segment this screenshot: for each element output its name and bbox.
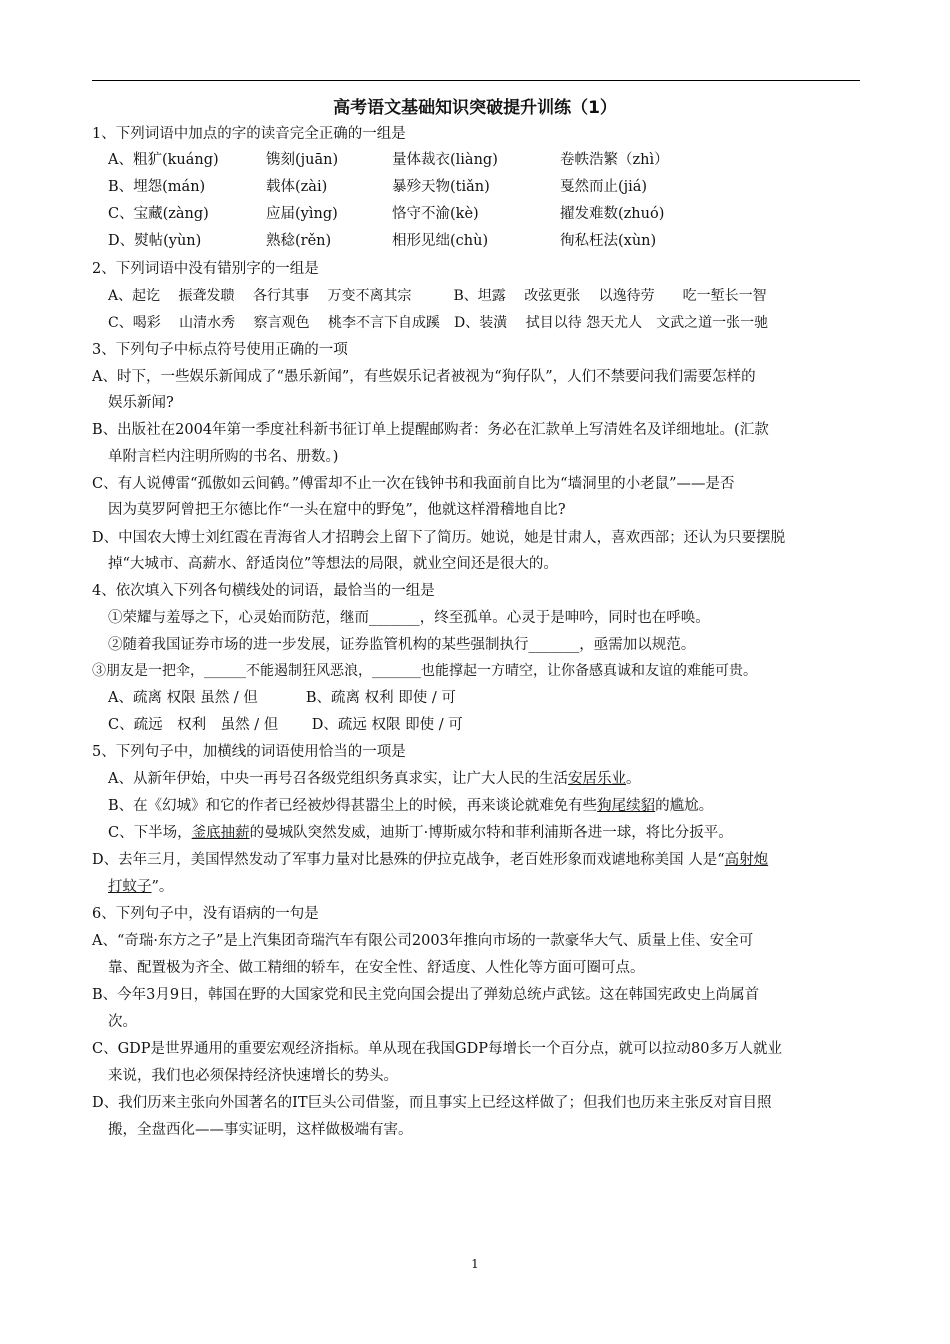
q1-b-3: 暴殄天物(tiǎn): [392, 179, 490, 195]
q3-c-line2: 因为莫罗阿曾把王尔德比作“一头在窟中的野兔”，他就这样滑稽地自比?: [108, 502, 566, 518]
q6-b-line2: 次。: [108, 1014, 137, 1030]
q1-d-2: 熟稔(rěn): [266, 233, 332, 249]
q6-a-line1: A、“奇瑞·东方之子”是上汽集团奇瑞汽车有限公司2003年推向市场的一款豪华大气、质量上佳、安全可: [92, 933, 754, 949]
q6-c-line1: C、GDP是世界通用的重要宏观经济指标。单从现在我国GDP每增长一个百分点，就可以拉动80多万人就业: [92, 1041, 782, 1057]
q1-d-1: D、熨帖(yùn): [108, 233, 202, 249]
q5-b-text: B、在《幻城》和它的作者已经被炒得甚嚣尘上的时候，再来谈论就难免有些: [108, 798, 598, 814]
q3-a-line1: A、时下，一些娱乐新闻成了“愚乐新闻”，有些娱乐记者被视为“狗仔队”，人们不禁要问我们需要怎样的: [92, 369, 756, 385]
q5-option-b: [108, 797, 713, 815]
q3-stem: 3、下列句子中标点符号使用正确的一项: [92, 342, 348, 358]
q5-c-text: C、下半场，: [108, 825, 192, 841]
q4-sentence-2: ②随着我国证券市场的进一步发展，证券监管机构的某些强制执行_______，亟需加以规范。: [108, 637, 696, 653]
page-number: 1: [471, 1257, 479, 1271]
q5-a-text: A、从新年伊始，中央一再号召各级党组织务真求实，让广大人民的生活: [108, 771, 568, 787]
q5-c-tail: 的曼城队突然发威，迪斯丁·博斯威尔特和菲利浦斯各进一球，将比分扳平。: [249, 825, 733, 841]
q1-d-4: 徇私枉法(xùn): [560, 233, 657, 249]
q5-option-a: [108, 770, 640, 788]
q4-sentence-3: ③朋友是一把伞，______不能遏制狂风恶浪，_______也能撑起一方晴空，让你备感真诚和友谊的难能可贵。: [92, 663, 757, 679]
q3-a-line2: 娱乐新闻?: [108, 395, 174, 411]
q5-b-underlined: 狗尾续貂: [597, 798, 656, 814]
q1-c-4: 擢发难数(zhuó): [560, 206, 665, 222]
q5-option-d-line1: [92, 851, 768, 869]
q3-d-line1: D、中国农大博士刘红霞在青海省人才招聘会上留下了简历。她说，她是甘肃人，喜欢西部；还认为只要摆脱: [92, 530, 786, 546]
q1-c-2: 应届(yìng): [266, 206, 338, 222]
q5-option-d-line2: [108, 878, 173, 896]
q4-options-cd: C、疏远 权利 虽然 / 但 D、疏远 权限 即使 / 可: [108, 717, 463, 733]
q2-options-ab: A、起讫 振聋发聩 各行其事 万变不离其宗 B、坦露 改弦更张 以逸待劳 吃一堑长一智: [108, 288, 767, 304]
q2-stem: 2、下列词语中没有错别字的一组是: [92, 261, 319, 277]
q1-b-1: B、埋怨(mán): [108, 179, 206, 195]
q5-d-underlined-2: 打蚊子: [108, 879, 152, 895]
q1-c-1: C、宝藏(zàng): [108, 206, 209, 222]
q5-d-tail: ”。: [151, 879, 174, 895]
q1-stem: 1、下列词语中加点的字的读音完全正确的一组是: [92, 126, 406, 142]
q6-d-line2: 搬，全盘西化——事实证明，这样做极端有害。: [108, 1122, 413, 1138]
q1-a-2: 镌刻(juān): [266, 152, 339, 168]
q6-stem: 6、下列句子中，没有语病的一句是: [92, 906, 319, 922]
q6-b-line1: B、今年3月9日，韩国在野的大国家党和民主党向国会提出了弹劾总统卢武铉。这在韩国宪政史上尚属首: [92, 987, 760, 1003]
q4-options-ab: A、疏离 权限 虽然 / 但 B、疏离 权利 即使 / 可: [108, 690, 456, 706]
q3-d-line2: 掉“大城市、高薪水、舒适岗位”等想法的局限，就业空间还是很大的。: [108, 556, 558, 572]
q5-d-underlined-1: 高射炮: [724, 852, 769, 868]
q6-d-line1: D、我们历来主张向外国著名的IT巨头公司借鉴，而且事实上已经这样做了；但我们也历来主张反对盲目照: [92, 1095, 772, 1111]
q1-b-2: 载体(zài): [266, 179, 328, 195]
q5-d-text: D、去年三月，美国悍然发动了军事力量对比悬殊的伊拉克战争，老百姓形象而戏谑地称美国 人是“: [92, 852, 725, 868]
q1-c-3: 恪守不渝(kè): [392, 206, 479, 222]
q2-options-cd: C、喝彩 山清水秀 察言观色 桃李不言下自成蹊 D、装潢 拭目以待 怨天尤人 文武之道一张一驰: [108, 315, 769, 331]
q5-a-tail: 。: [625, 771, 641, 787]
q5-option-c: [108, 824, 733, 842]
q5-a-underlined: 安居乐业: [567, 771, 626, 787]
q4-sentence-1: ①荣耀与羞辱之下，心灵始而防范，继而_______，终至孤单。心灵于是呻吟，同时也在呼唤。: [108, 610, 710, 626]
q6-a-line2: 靠、配置极为齐全、做工精细的轿车，在安全性、舒适度、人性化等方面可圈可点。: [108, 960, 645, 976]
q1-d-3: 相形见绌(chù): [392, 233, 489, 249]
q1-b-4: 戛然而止(jiá): [560, 179, 648, 195]
q5-b-tail: 的尴尬。: [655, 798, 714, 814]
q1-a-3: 量体裁衣(liàng): [392, 152, 498, 168]
header-rule: [92, 80, 860, 81]
q5-c-underlined: 釜底抽薪: [191, 825, 250, 841]
page-title: 高考语文基础知识突破提升训练（1）: [333, 98, 617, 118]
q1-a-4: 卷帙浩繁（zhì）: [560, 152, 669, 168]
q1-a-1: A、粗犷(kuáng): [108, 152, 219, 168]
q5-stem: 5、下列句子中，加横线的词语使用恰当的一项是: [92, 744, 406, 760]
q4-stem: 4、依次填入下列各句横线处的词语，最恰当的一组是: [92, 583, 435, 599]
q3-b-line2: 单附言栏内注明所购的书名、册数。): [108, 449, 339, 465]
q3-c-line1: C、有人说傅雷“孤傲如云间鹤。”傅雷却不止一次在钱钟书和我面前自比为“墙洞里的小老鼠”——是否: [92, 476, 735, 492]
q6-c-line2: 来说，我们也必须保持经济快速增长的势头。: [108, 1068, 398, 1084]
q3-b-line1: B、出版社在2004年第一季度社科新书征订单上提醒邮购者：务必在汇款单上写清姓名及详细地址。(汇款: [92, 422, 769, 438]
